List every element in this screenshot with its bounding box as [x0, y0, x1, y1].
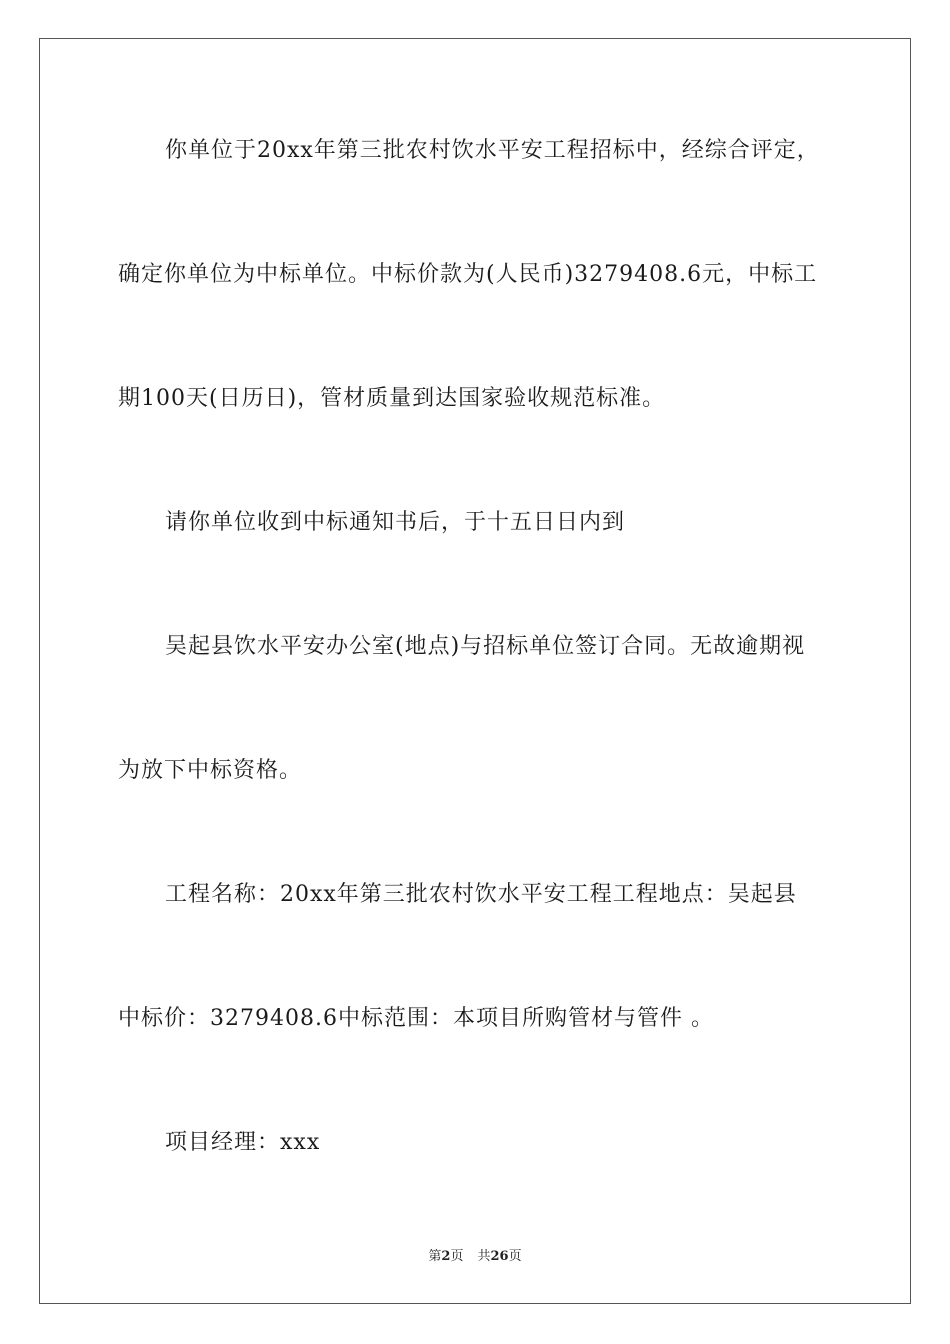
body-line-8: 中标价：3279408.6中标范围：本项目所购管材与管件 。 [118, 1006, 714, 1031]
total-suffix: 页 [508, 1249, 522, 1264]
page-border [39, 38, 911, 1304]
body-line-2: 确定你单位为中标单位。中标价款为(人民币)3279408.6元，中标工 [118, 262, 818, 287]
body-line-5: 吴起县饮水平安办公室(地点)与招标单位签订合同。无故逾期视 [165, 634, 806, 659]
total-pages: 26 [490, 1249, 509, 1264]
body-line-4: 请你单位收到中标通知书后，于十五日日内到 [165, 510, 626, 535]
page-number: 2 [441, 1249, 451, 1264]
total-prefix: 共 [477, 1249, 491, 1264]
body-line-9: 项目经理：xxx [165, 1130, 321, 1155]
page-footer [0, 1248, 950, 1266]
body-line-3: 期100天(日历日)，管材质量到达国家验收规范标准。 [118, 386, 666, 411]
page-suffix: 页 [450, 1249, 464, 1264]
body-line-6: 为放下中标资格。 [118, 758, 303, 783]
body-line-1: 你单位于20xx年第三批农村饮水平安工程招标中，经综合评定， [165, 138, 820, 163]
page-prefix: 第 [428, 1249, 442, 1264]
body-line-7: 工程名称：20xx年第三批农村饮水平安工程工程地点：吴起县 [165, 882, 797, 907]
